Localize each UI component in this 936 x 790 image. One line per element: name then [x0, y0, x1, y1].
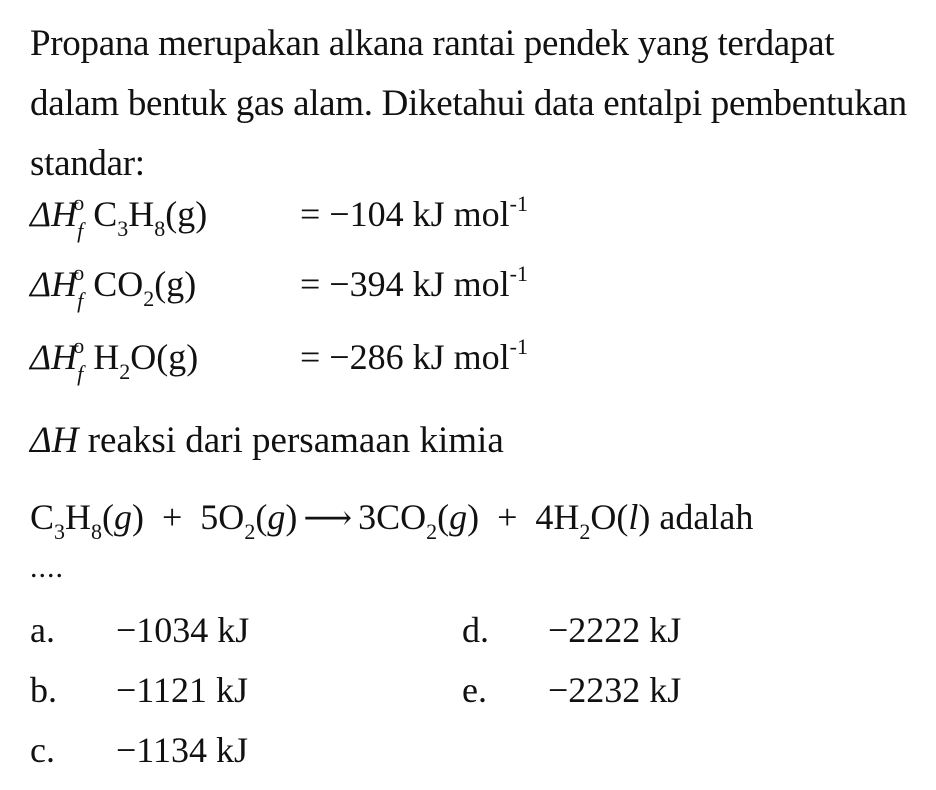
enthalpy-row-co2 [30, 260, 528, 313]
equation-reactants: $C_3H_8(g) + 5O_2(g)$ [30, 497, 298, 544]
option-letter: a. [30, 610, 55, 650]
option-text: −2232 kJ [548, 670, 682, 710]
species-state: (g) [154, 264, 197, 304]
option-d[interactable] [462, 608, 681, 652]
enthalpy-value-text: = −104 kJ mol [300, 194, 510, 234]
option-letter: c. [30, 730, 55, 770]
chemical-equation [30, 495, 754, 544]
reaction-heading-text: reaksi dari persamaan kimia [78, 420, 504, 461]
species-subscript: 2 [119, 359, 131, 384]
question-ellipsis: .... [30, 551, 64, 584]
species-subscript: 3 [117, 216, 129, 241]
option-e[interactable] [462, 668, 681, 712]
option-text: −2222 kJ [548, 610, 682, 650]
delta-h-symbol: ΔH [30, 194, 78, 234]
enthalpy-row-water [30, 333, 528, 386]
species-part: H [93, 337, 120, 377]
enthalpy-value [300, 335, 528, 379]
enthalpy-value-text: = −394 kJ mol [300, 264, 510, 304]
delta-h-symbol: ΔH [30, 420, 79, 461]
enthalpy-value [300, 262, 528, 306]
option-b[interactable] [30, 668, 248, 712]
species-part: CO [93, 264, 144, 304]
species-subscript: 8 [154, 216, 166, 241]
unit-exponent: -1 [509, 191, 528, 216]
species-part: H [128, 194, 155, 234]
reaction-arrow-icon: ⟶ [303, 498, 353, 538]
standard-degree: o [73, 333, 85, 358]
species-state: O(g) [130, 337, 199, 377]
standard-degree: o [73, 260, 85, 285]
equation-products: $3CO_2(g) + 4H_2O(l)$ [358, 497, 651, 544]
unit-exponent: -1 [509, 261, 528, 286]
species-state: (g) [165, 194, 208, 234]
species-part: C [93, 194, 118, 234]
option-letter: e. [462, 670, 487, 710]
formation-subscript: f [77, 288, 84, 313]
option-a[interactable] [30, 608, 249, 652]
delta-h-symbol: ΔH [30, 337, 78, 377]
option-letter: d. [462, 610, 489, 650]
enthalpy-value [300, 192, 528, 236]
option-c[interactable] [30, 728, 248, 772]
enthalpy-label [30, 190, 300, 243]
enthalpy-row-propane [30, 190, 528, 243]
equation-tail: adalah [659, 497, 754, 537]
question-intro: Propana merupakan alkana rantai pendek yang terdapat dalam bentuk gas alam. Diketahui data entalpi pembentukan standar: [30, 23, 907, 184]
standard-degree: o [73, 190, 85, 215]
delta-h-symbol: ΔH [30, 264, 78, 304]
enthalpy-label [30, 260, 300, 313]
option-text: −1034 kJ [116, 610, 250, 650]
unit-exponent: -1 [509, 334, 528, 359]
option-text: −1134 kJ [116, 730, 248, 770]
reaction-heading [30, 418, 504, 464]
formation-subscript: f [77, 361, 84, 386]
option-letter: b. [30, 670, 57, 710]
enthalpy-label [30, 333, 300, 386]
formation-subscript: f [77, 218, 84, 243]
option-text: −1121 kJ [116, 670, 248, 710]
enthalpy-value-text: = −286 kJ mol [300, 337, 510, 377]
species-subscript: 2 [143, 286, 155, 311]
